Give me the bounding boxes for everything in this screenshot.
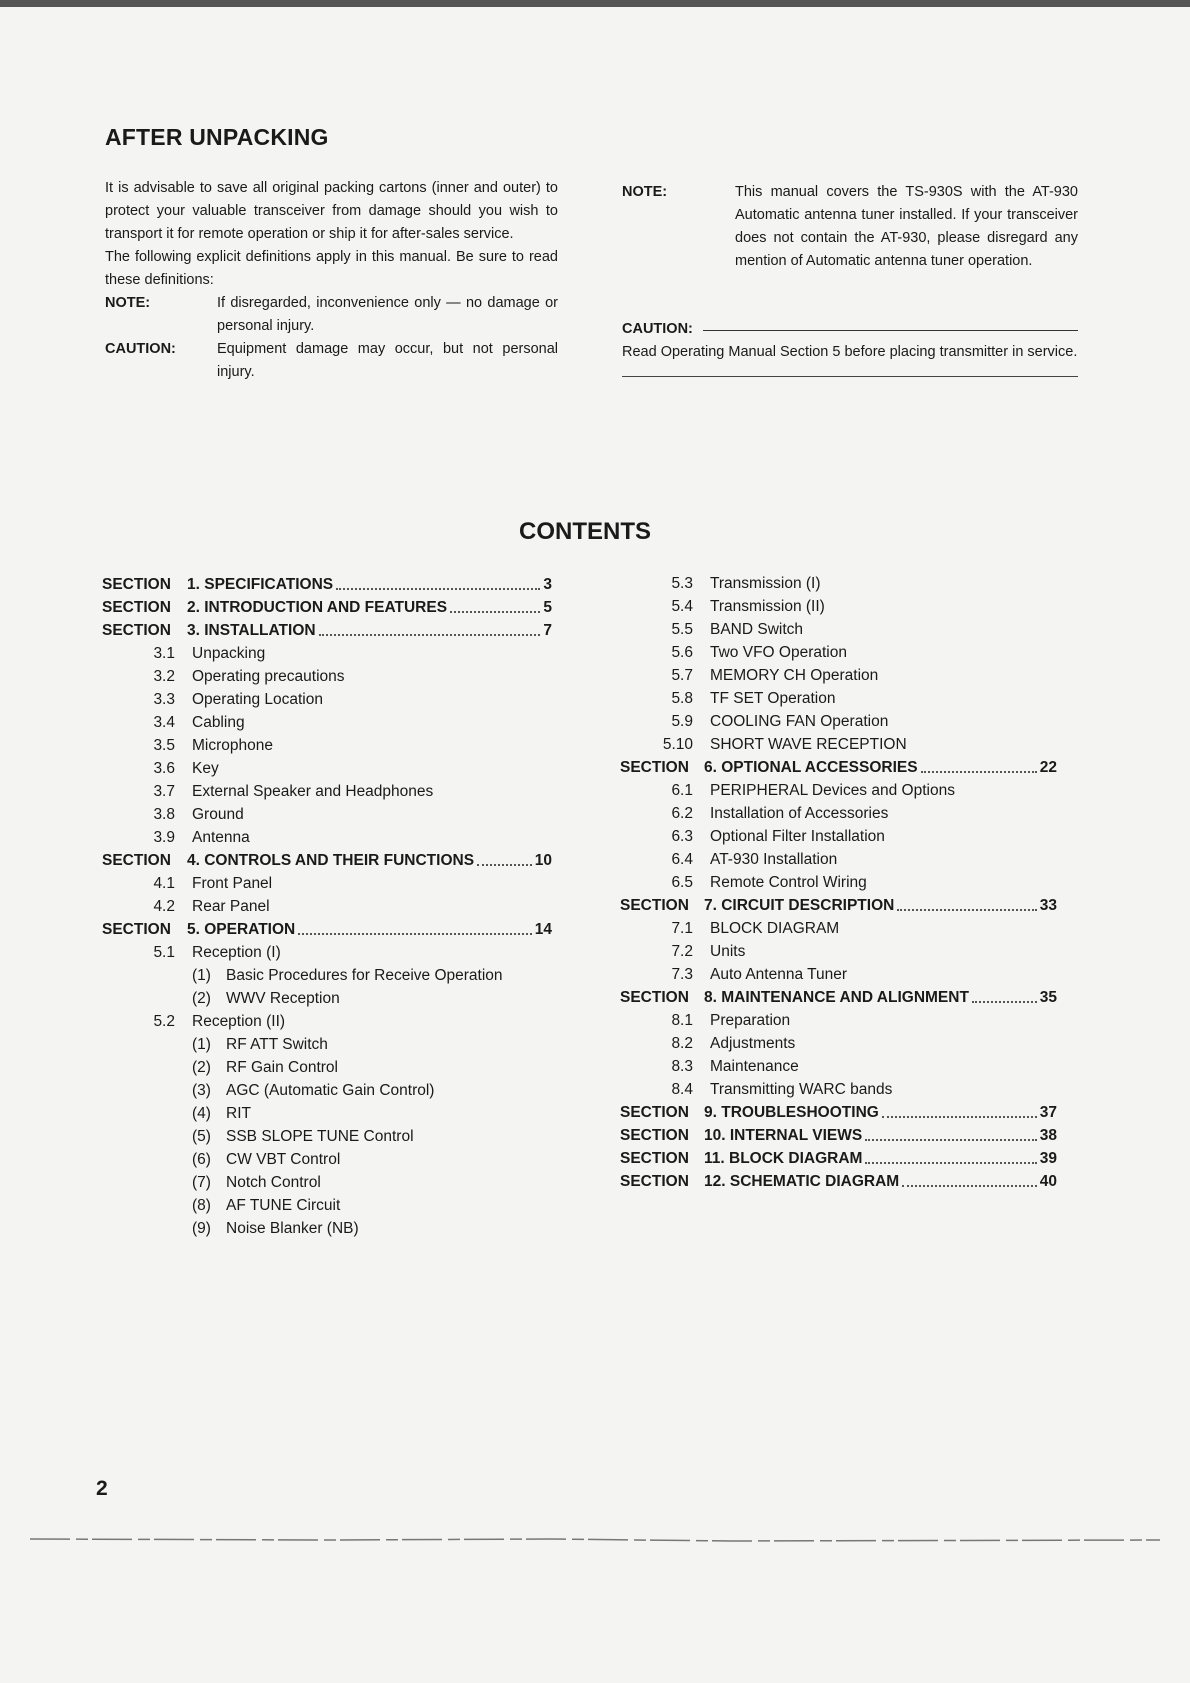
page-number: 2 [96,1477,108,1500]
definitions-paragraph: The following explicit definitions apply in this manual. Be sure to read these definitions: [105,249,558,288]
caution-text: Read Operating Manual Section 5 before placing transmitter in service. [622,341,1078,377]
toc-item-title: RIT [226,1105,251,1122]
toc-item-number: (1) [192,1036,211,1053]
toc-page-number: 3 [543,576,552,593]
toc-subsection-title: Two VFO Operation [710,644,847,661]
toc-subsection-title: MEMORY CH Operation [710,667,879,684]
toc-section-name: 10. INTERNAL VIEWS [704,1127,863,1144]
toc-item-title: Basic Procedures for Receive Operation [226,967,503,984]
toc-section-title [704,1101,1057,1124]
toc-leader-dots [865,1147,1036,1164]
toc-entry [620,733,1075,756]
toc-leader-dots [865,1124,1037,1141]
toc-item-number: (8) [192,1197,211,1214]
toc-section-label: SECTION [102,852,171,869]
toc-subsection-title: Microphone [192,737,273,754]
toc-entry [620,825,1075,848]
toc-entry [102,780,557,803]
caution-box [622,318,1078,377]
toc-subsection-title: Installation of Accessories [710,805,889,822]
toc-section-name: 7. CIRCUIT DESCRIPTION [704,897,895,914]
toc-subsection-title: Unpacking [192,645,266,662]
toc-subsection-number: 3.6 [153,760,175,777]
toc-entry [102,987,557,1010]
toc-leader-dots [298,918,532,935]
toc-section-label: SECTION [620,1173,689,1190]
toc-entry [102,642,557,665]
toc-entry [102,1056,557,1079]
toc-section-title [704,986,1057,1009]
toc-item-title: Noise Blanker (NB) [226,1220,359,1237]
toc-page-number: 14 [534,921,552,938]
toc-section-name: 11. BLOCK DIAGRAM [704,1150,863,1167]
toc-entry [102,964,557,987]
toc-subsection-number: 5.8 [671,690,693,707]
toc-subsection-number: 8.3 [671,1058,693,1075]
toc-section-label: SECTION [102,599,171,616]
toc-item-title: Notch Control [226,1174,321,1191]
definition-note [105,292,558,338]
toc-item-number: (2) [192,990,211,1007]
toc-page-number: 38 [1039,1127,1057,1144]
toc-subsection-title: Front Panel [192,875,273,892]
toc-section-title [704,1124,1057,1147]
scan-top-edge [0,0,1190,7]
toc-subsection-number: 3.8 [153,806,175,823]
toc-entry [620,710,1075,733]
toc-subsection-number: 5.4 [671,598,693,615]
toc-page-number: 39 [1039,1150,1057,1167]
toc-entry [102,941,557,964]
toc-subsection-number: 8.2 [671,1035,693,1052]
toc-subsection-number: 7.1 [671,920,693,937]
toc-subsection-number: 6.3 [671,828,693,845]
toc-subsection-number: 6.5 [671,874,693,891]
toc-section-label: SECTION [620,989,689,1006]
toc-subsection-title: COOLING FAN Operation [710,713,889,730]
caution-label: CAUTION: [622,321,693,337]
toc-leader-dots [921,756,1037,773]
toc-subsection-number: 3.1 [153,645,175,662]
toc-entry [620,1078,1075,1101]
toc-section-title [187,619,552,642]
toc-section-name: 9. TROUBLESHOOTING [704,1104,879,1121]
toc-entry [620,1009,1075,1032]
toc-entry [620,1170,1075,1193]
toc-page-number: 40 [1039,1173,1057,1190]
toc-leader-dots [902,1170,1037,1187]
toc-entry [620,963,1075,986]
toc-subsection-number: 5.7 [671,667,693,684]
toc-subsection-number: 5.10 [662,736,693,753]
toc-section-label: SECTION [620,1150,689,1167]
toc-section-name: 5. OPERATION [187,921,296,938]
toc-entry [620,848,1075,871]
toc-section-title [704,1147,1057,1170]
toc-subsection-number: 3.5 [153,737,175,754]
toc-entry [102,688,557,711]
toc-section-name: 1. SPECIFICATIONS [187,576,334,593]
toc-entry [102,826,557,849]
toc-entry [102,665,557,688]
toc-subsection-number: 3.4 [153,714,175,731]
toc-subsection-title: Optional Filter Installation [710,828,885,845]
toc-leader-dots [477,849,532,866]
toc-entry [620,894,1075,917]
toc-entry [620,1147,1075,1170]
toc-section-label: SECTION [620,1127,689,1144]
toc-section-label: SECTION [620,897,689,914]
definition-caution-text: Equipment damage may occur, but not personal injury. [217,341,558,380]
toc-subsection-title: Transmitting WARC bands [710,1081,893,1098]
toc-subsection-number: 6.1 [671,782,693,799]
definition-caution-label: CAUTION: [105,341,176,357]
definition-note-text: If disregarded, inconvenience only — no damage or personal injury. [217,295,558,334]
toc-subsection-title: BLOCK DIAGRAM [710,920,840,937]
toc-subsection-number: 3.3 [153,691,175,708]
toc-subsection-title: Cabling [192,714,245,731]
toc-subsection-title: BAND Switch [710,621,804,638]
toc-section-label: SECTION [102,921,171,938]
note-text: This manual covers the TS-930S with the AT-930 Automatic antenna tuner installed. If your transceiver does not contain the AT-930, please disregard any mention of Automatic antenna tuner operation. [735,184,1078,269]
toc-entry [102,1079,557,1102]
after-unpacking-heading: AFTER UNPACKING [105,124,329,150]
toc-subsection-number: 3.9 [153,829,175,846]
toc-item-number: (6) [192,1151,211,1168]
toc-item-number: (5) [192,1128,211,1145]
toc-entry [102,711,557,734]
packing-paragraph: It is advisable to save all original packing cartons (inner and outer) to protect your valuable transceiver from damage should you wish to transport it for remote operation or ship it for after-sales service. [105,180,558,242]
toc-page-number: 33 [1039,897,1057,914]
contents-heading: CONTENTS [519,518,651,545]
toc-section-label: SECTION [620,759,689,776]
toc-item-number: (3) [192,1082,211,1099]
toc-leader-dots [319,619,541,636]
toc-entry [102,849,557,872]
toc-entry [102,1194,557,1217]
toc-subsection-title: Operating Location [192,691,323,708]
toc-entry [620,986,1075,1009]
toc-entry [102,918,557,941]
toc-subsection-number: 8.1 [671,1012,693,1029]
toc-entry [102,1125,557,1148]
toc-entry [102,1010,557,1033]
toc-section-title [704,1170,1057,1193]
toc-subsection-title: Transmission (I) [710,575,821,592]
toc-subsection-number: 7.2 [671,943,693,960]
toc-entry [102,872,557,895]
toc-subsection-number: 5.6 [671,644,693,661]
definition-note-label: NOTE: [105,295,151,311]
toc-page-number: 37 [1039,1104,1057,1121]
toc-section-label: SECTION [620,1104,689,1121]
toc-entry [102,734,557,757]
toc-entry [620,687,1075,710]
toc-subsection-title: Maintenance [710,1058,799,1075]
toc-section-name: 6. OPTIONAL ACCESSORIES [704,759,918,776]
toc-section-name: 8. MAINTENANCE AND ALIGNMENT [704,989,969,1006]
toc-entry [102,895,557,918]
toc-item-title: WWV Reception [226,990,340,1007]
toc-subsection-title: TF SET Operation [710,690,836,707]
toc-item-number: (1) [192,967,211,984]
toc-entry [102,619,557,642]
toc-section-title [187,573,552,596]
toc-subsection-title: Auto Antenna Tuner [710,966,848,983]
toc-section-title [704,756,1057,779]
toc-subsection-number: 3.7 [153,783,175,800]
toc-section-title [704,894,1057,917]
toc-leader-dots [972,986,1037,1003]
toc-entry [620,871,1075,894]
toc-subsection-title: Operating precautions [192,668,345,685]
toc-entry [620,618,1075,641]
toc-entry [102,573,557,596]
toc-entry [620,802,1075,825]
toc-subsection-number: 3.2 [153,668,175,685]
toc-subsection-number: 5.2 [153,1013,175,1030]
toc-entry [102,1148,557,1171]
after-unpacking-intro [105,177,558,384]
toc-page-number: 22 [1039,759,1057,776]
toc-item-number: (7) [192,1174,211,1191]
toc-entry [102,1217,557,1240]
toc-entry [620,595,1075,618]
toc-subsection-number: 8.4 [671,1081,693,1098]
toc-section-title [187,596,552,619]
toc-section-name: 12. SCHEMATIC DIAGRAM [704,1173,900,1190]
toc-entry [620,756,1075,779]
toc-page-number: 35 [1039,989,1057,1006]
toc-entry [620,664,1075,687]
toc-subsection-title: Remote Control Wiring [710,874,867,891]
toc-subsection-title: Units [710,943,746,960]
toc-right-column [620,572,1075,1193]
toc-page-number: 5 [543,599,552,616]
toc-subsection-number: 4.1 [153,875,175,892]
toc-entry [620,940,1075,963]
toc-subsection-title: AT-930 Installation [710,851,838,868]
definition-caution [105,338,558,384]
toc-leader-dots [882,1101,1037,1118]
toc-subsection-title: Transmission (II) [710,598,825,615]
toc-subsection-number: 5.3 [671,575,693,592]
toc-subsection-number: 5.5 [671,621,693,638]
toc-item-title: RF Gain Control [226,1059,338,1076]
toc-subsection-title: Reception (I) [192,944,281,961]
toc-entry [620,1124,1075,1147]
toc-page-number: 10 [534,852,552,869]
toc-entry [102,1033,557,1056]
toc-section-name: 3. INSTALLATION [187,622,316,639]
toc-left-column [102,573,557,1240]
toc-subsection-number: 4.2 [153,898,175,915]
toc-subsection-title: SHORT WAVE RECEPTION [710,736,907,753]
toc-subsection-title: External Speaker and Headphones [192,783,434,800]
toc-entry [620,1055,1075,1078]
toc-subsection-number: 5.9 [671,713,693,730]
toc-entry [102,1171,557,1194]
toc-subsection-number: 5.1 [153,944,175,961]
toc-page-number: 7 [543,622,552,639]
toc-entry [102,596,557,619]
toc-subsection-title: PERIPHERAL Devices and Options [710,782,955,799]
toc-section-name: 4. CONTROLS AND THEIR FUNCTIONS [187,852,475,869]
toc-entry [102,757,557,780]
toc-entry [620,641,1075,664]
toc-subsection-title: Key [192,760,219,777]
toc-subsection-title: Antenna [192,829,250,846]
toc-leader-dots [336,573,540,590]
toc-subsection-title: Adjustments [710,1035,796,1052]
toc-item-title: CW VBT Control [226,1151,341,1168]
toc-item-number: (4) [192,1105,211,1122]
toc-item-number: (2) [192,1059,211,1076]
toc-subsection-number: 6.4 [671,851,693,868]
toc-subsection-title: Reception (II) [192,1013,286,1030]
toc-entry [620,1032,1075,1055]
toc-item-title: RF ATT Switch [226,1036,328,1053]
scan-bottom-edge [30,1535,1160,1543]
toc-entry [620,779,1075,802]
toc-item-title: AGC (Automatic Gain Control) [226,1082,435,1099]
manual-coverage-note [622,181,1078,273]
toc-entry [620,917,1075,940]
toc-entry [620,572,1075,595]
toc-item-title: AF TUNE Circuit [226,1197,341,1214]
toc-section-title [187,918,552,941]
toc-entry [102,803,557,826]
toc-item-number: (9) [192,1220,211,1237]
toc-subsection-title: Ground [192,806,244,823]
toc-section-label: SECTION [102,576,171,593]
toc-leader-dots [897,894,1036,911]
toc-section-label: SECTION [102,622,171,639]
toc-entry [102,1102,557,1125]
toc-subsection-number: 6.2 [671,805,693,822]
note-label: NOTE: [622,184,668,200]
toc-entry [620,1101,1075,1124]
toc-section-title [187,849,552,872]
toc-subsection-title: Preparation [710,1012,791,1029]
toc-item-title: SSB SLOPE TUNE Control [226,1128,414,1145]
toc-leader-dots [450,596,540,613]
caution-rule [703,330,1078,331]
toc-subsection-number: 7.3 [671,966,693,983]
toc-section-name: 2. INTRODUCTION AND FEATURES [187,599,448,616]
toc-subsection-title: Rear Panel [192,898,270,915]
